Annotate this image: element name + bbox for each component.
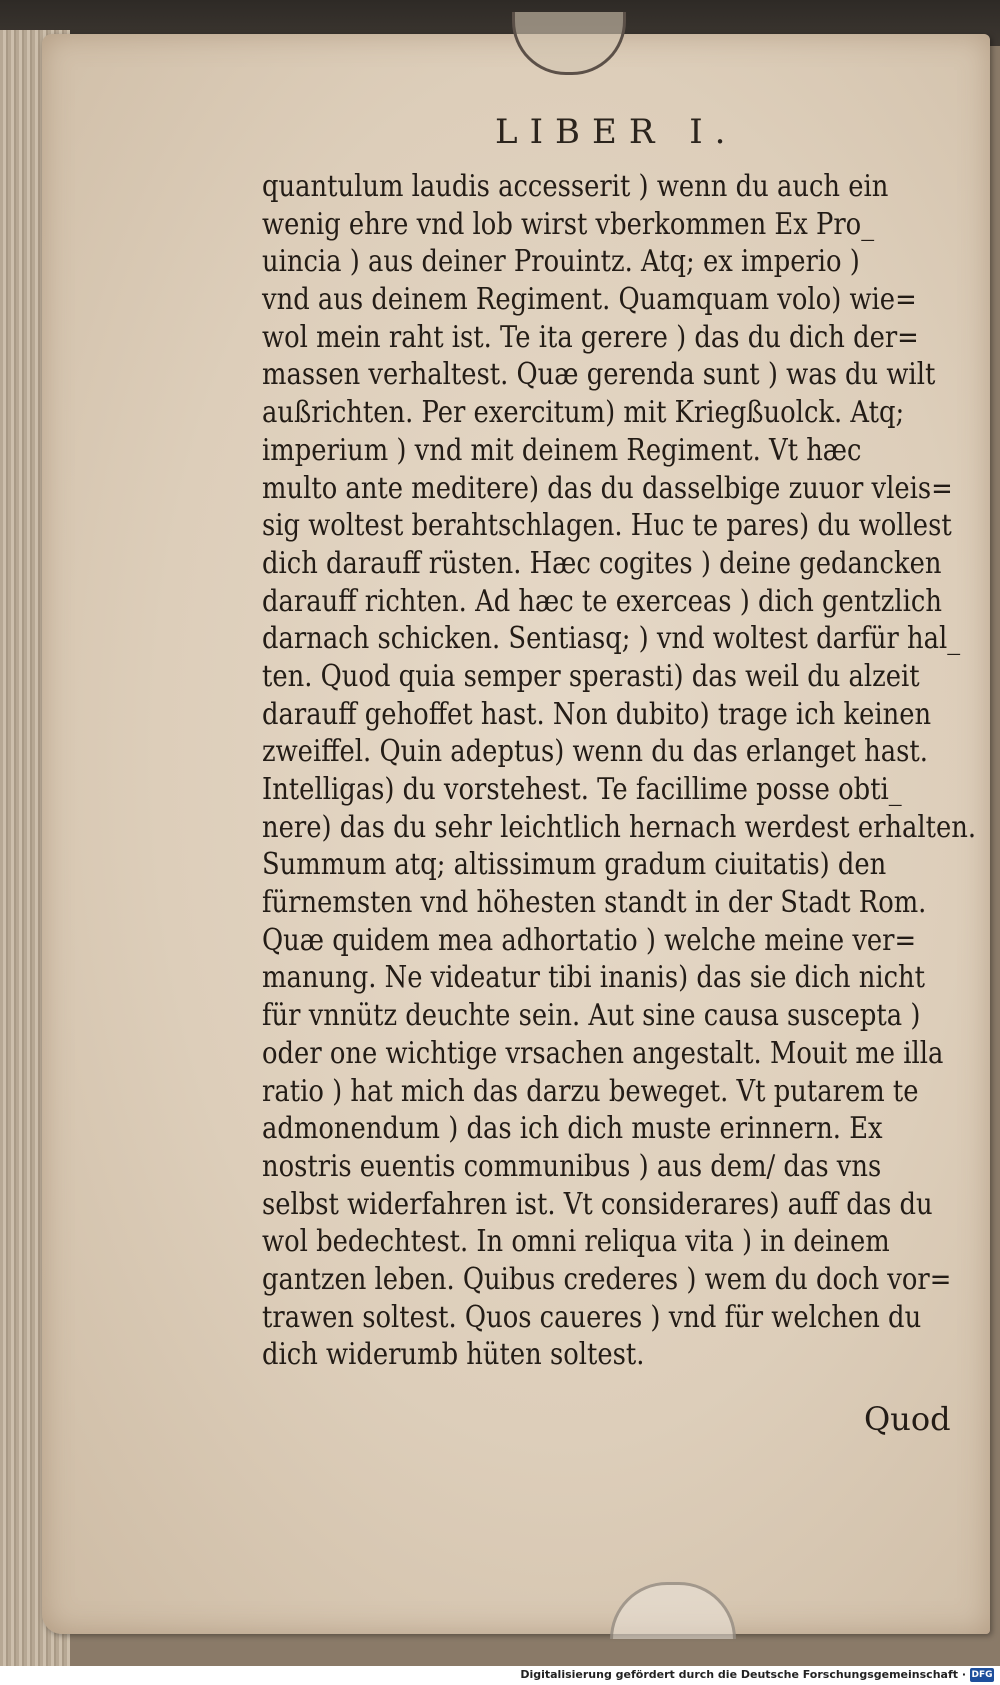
footer-bar xyxy=(0,1666,1000,1685)
text-line: Intelligas) du vorstehest. Te facillime posse obti_ xyxy=(262,772,902,807)
dfg-logo-icon: DFG xyxy=(971,1670,993,1680)
text-line: Quæ quidem mea adhortatio ) welche meine ver= xyxy=(262,922,917,958)
text-line: oder one wichtige vrsachen angestalt. Mouit me illa xyxy=(262,1035,944,1071)
text-line: massen verhaltest. Quæ gerenda sunt ) was du wilt xyxy=(262,357,936,393)
text-line: fürnemsten vnd höhesten standt in der Stadt Rom. xyxy=(262,885,927,921)
text-line: nere) das du sehr leichtlich hernach werdest erhalten. xyxy=(262,809,977,845)
text-line: zweiffel. Quin adeptus) wenn du das erlanget hast. xyxy=(262,734,928,770)
text-line: darauff gehoffet hast. Non dubito) trage ich keinen xyxy=(262,696,932,732)
text-line: trawen soltest. Quos caueres ) vnd für welchen du xyxy=(262,1299,922,1335)
text-line: vnd aus deinem Regiment. Quamquam volo) wie= xyxy=(262,282,917,318)
text-line: multo ante meditere) das du dasselbige zuuor vleis= xyxy=(262,470,953,506)
text-line: dich widerumb hüten soltest. xyxy=(262,1337,645,1373)
catchword: Quod xyxy=(864,1400,951,1438)
text-line: wol bedechtest. In omni reliqua vita ) in deinem xyxy=(262,1224,890,1260)
text-line: für vnnütz deuchte sein. Aut sine causa suscepta ) xyxy=(262,998,921,1034)
page-body xyxy=(262,168,977,1374)
text-line: quantulum laudis accesserit ) wenn du auch ein xyxy=(262,169,889,204)
text-line: dich darauff rüsten. Hæc cogites ) deine gedancken xyxy=(262,545,942,581)
text-line: wenig ehre vnd lob wirst vberkommen Ex Pro_ xyxy=(262,206,875,242)
funding-credit: Digitalisierung gefördert durch die Deutsche Forschungsgemeinschaft · xyxy=(520,1668,966,1681)
text-line: gantzen leben. Quibus crederes ) wem du doch vor= xyxy=(262,1261,952,1297)
text-line: ten. Quod quia semper sperasti) das weil du alzeit xyxy=(262,658,920,694)
text-line: außrichten. Per exercitum) mit Kriegßuolck. Atq; xyxy=(262,395,905,431)
running-head: LIBER I. xyxy=(495,112,738,152)
text-line: ratio ) hat mich das darzu beweget. Vt putarem te xyxy=(262,1073,919,1109)
text-line: imperium ) vnd mit deinem Regiment. Vt hæc xyxy=(262,432,862,468)
text-line: admonendum ) das ich dich muste erinnern. Ex xyxy=(262,1111,883,1147)
text-line: Summum atq; altissimum gradum ciuitatis) den xyxy=(262,847,887,883)
text-line: darauff richten. Ad hæc te exerceas ) dich gentzlich xyxy=(262,583,942,619)
text-line: sig woltest berahtschlagen. Huc te pares) du wollest xyxy=(262,508,952,544)
text-line: darnach schicken. Sentiasq; ) vnd woltest darfür hal_ xyxy=(262,621,961,657)
text-line: nostris euentis communibus ) aus dem/ das vns xyxy=(262,1148,882,1184)
text-line: wol mein raht ist. Te ita gerere ) das du dich der= xyxy=(262,319,919,355)
text-line: selbst widerfahren ist. Vt considerares) auff das du xyxy=(262,1186,933,1222)
text-line: uincia ) aus deiner Prouintz. Atq; ex imperio ) xyxy=(262,244,860,280)
text-line: manung. Ne videatur tibi inanis) das sie dich nicht xyxy=(262,960,926,996)
